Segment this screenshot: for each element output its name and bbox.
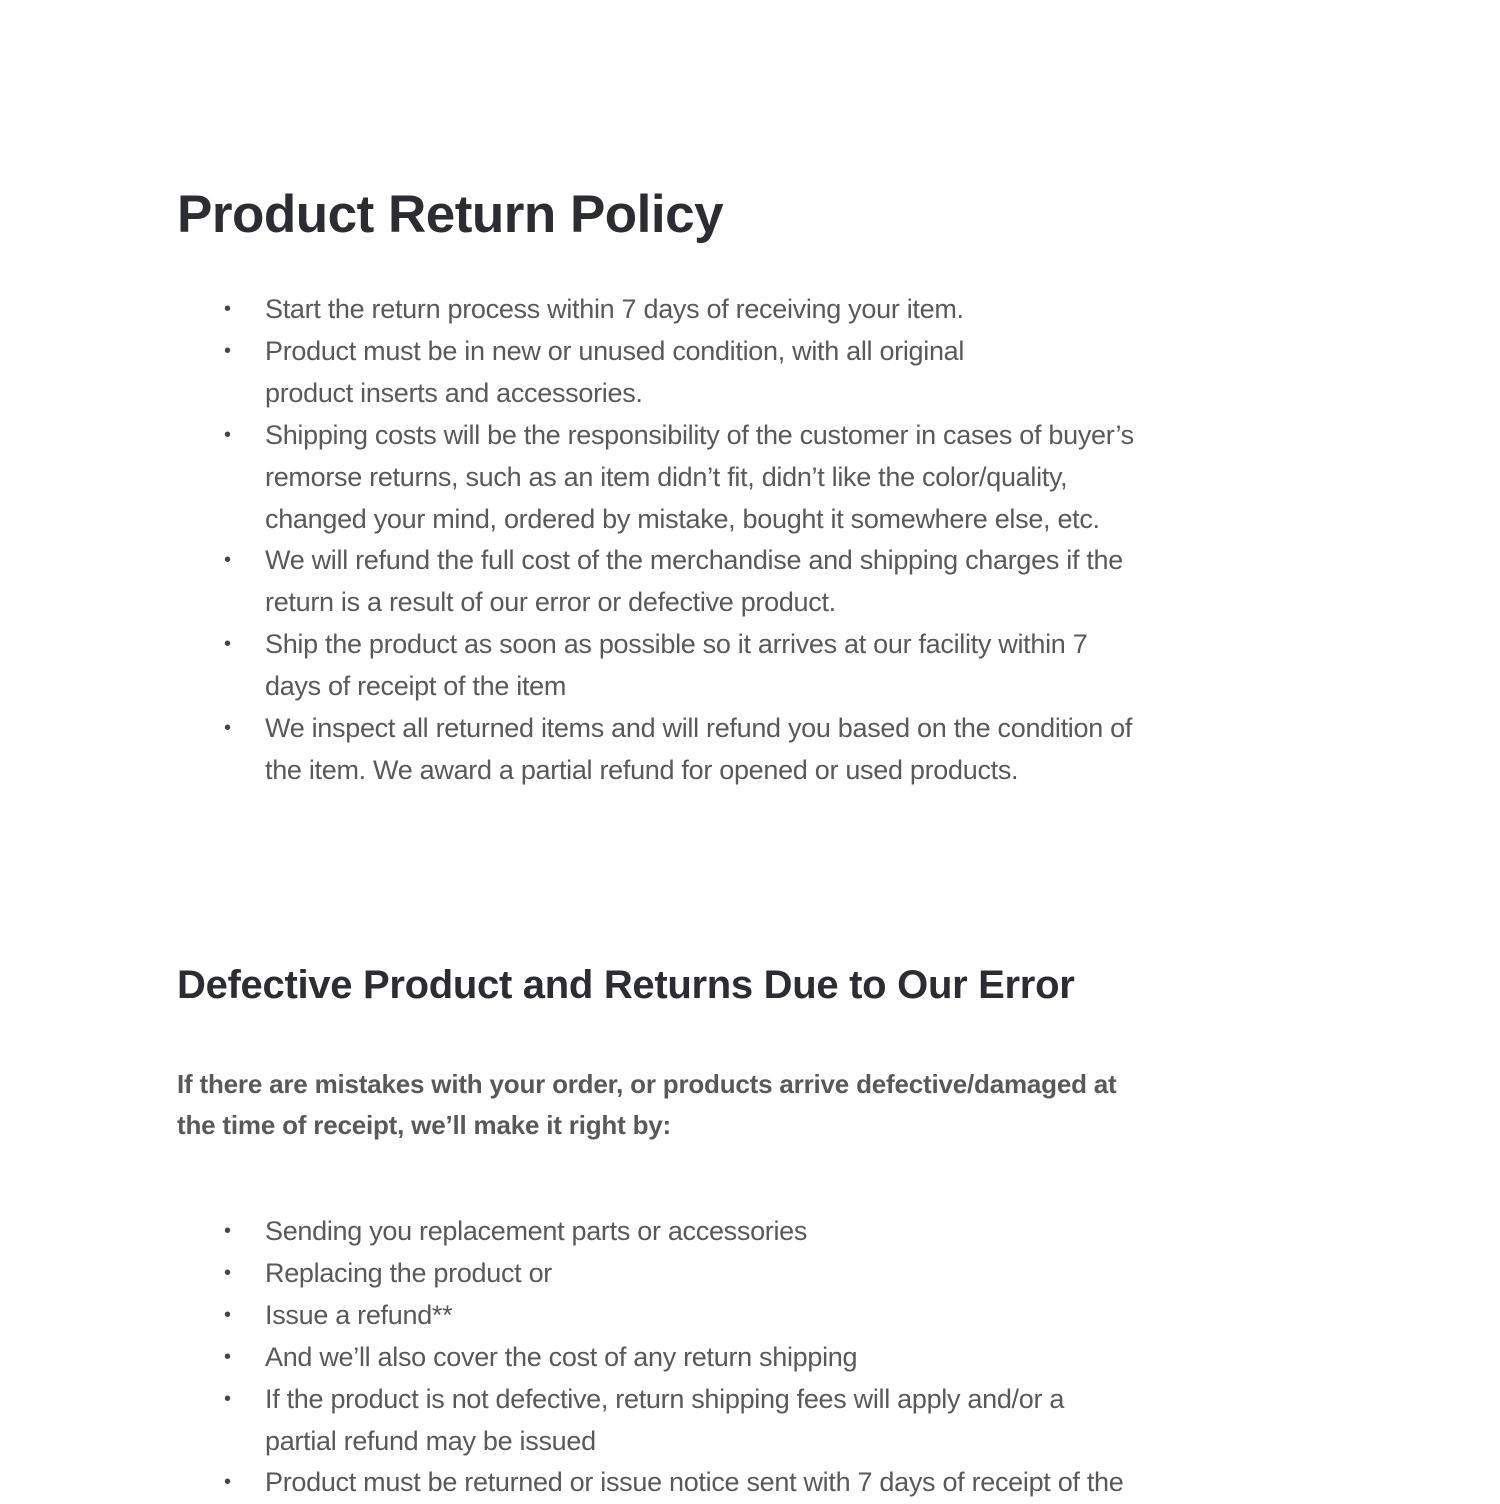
list-item <box>0 1253 1123 1295</box>
list-item-text: Sending you replacement parts or accessories <box>265 1216 808 1246</box>
list-item <box>0 1379 1123 1463</box>
list-item-text: Start the return process within 7 days of receiving your item. <box>265 294 964 324</box>
list-item <box>0 415 1134 541</box>
list-item-text: Product must be in new or unused condition, with all original <box>265 335 965 366</box>
bullet-icon: • <box>224 423 231 446</box>
list-item <box>0 540 1134 624</box>
bullet-icon: • <box>224 1471 231 1494</box>
list-item <box>0 1337 1123 1379</box>
return-policy-list <box>0 289 1134 792</box>
bullet-icon: • <box>224 298 231 320</box>
list-item-text: We will refund the full cost of the merchandise and shipping charges if the <box>265 545 1123 576</box>
bullet-icon: • <box>224 1387 231 1410</box>
list-item-text: remorse returns, such as an item didn’t fit, didn’t like the color/quality, <box>265 461 1068 492</box>
list-item <box>0 1295 1123 1337</box>
list-item-text: If the product is not defective, return shipping fees will apply and/or a <box>265 1383 1065 1414</box>
list-item-text: Issue a refund** <box>265 1299 453 1330</box>
list-item-text: changed your mind, ordered by mistake, bought it somewhere else, etc. <box>265 503 1100 534</box>
list-item <box>0 708 1134 792</box>
bullet-icon: • <box>224 1261 231 1284</box>
lead-line: If there are mistakes with your order, or products arrive defective/damaged at <box>177 1069 1117 1099</box>
list-item <box>0 1462 1123 1504</box>
list-item-text: partial refund may be issued <box>265 1425 596 1456</box>
list-item-text: Shipping costs will be the responsibility of the customer in cases of buyer’s <box>265 419 1134 450</box>
bullet-icon: • <box>224 549 231 572</box>
section-heading: Defective Product and Returns Due to Our Error <box>177 963 1075 1007</box>
list-item-text: product inserts and accessories. <box>265 377 643 408</box>
list-item-text: Product must be returned or issue notice sent with 7 days of receipt of the <box>265 1467 1124 1498</box>
bullet-icon: • <box>224 633 231 656</box>
list-item-text: Ship the product as soon as possible so it arrives at our facility within 7 <box>265 629 1088 660</box>
list-item-text: Replacing the product or <box>265 1257 552 1288</box>
list-item <box>0 1211 1123 1253</box>
list-item-text: the item. We award a partial refund for opened or used products. <box>265 754 1019 785</box>
bullet-icon: • <box>224 1220 231 1242</box>
bullet-icon: • <box>224 1345 231 1368</box>
list-item <box>0 289 1134 331</box>
page-title: Product Return Policy <box>177 185 724 244</box>
bullet-icon: • <box>224 1303 231 1326</box>
section-lead-paragraph <box>177 1064 1117 1146</box>
list-item-text: days of receipt of the item <box>265 671 567 702</box>
list-item <box>0 331 1134 415</box>
list-item <box>0 624 1134 708</box>
bullet-icon: • <box>224 339 231 362</box>
list-item-text: And we’ll also cover the cost of any return shipping <box>265 1341 858 1372</box>
lead-line: the time of receipt, we’ll make it right by: <box>177 1110 671 1140</box>
bullet-icon: • <box>224 717 231 740</box>
list-item-text: We inspect all returned items and will refund you based on the condition of <box>265 713 1133 744</box>
defective-remedy-list <box>0 1211 1123 1504</box>
list-item-text: return is a result of our error or defective product. <box>265 587 836 618</box>
